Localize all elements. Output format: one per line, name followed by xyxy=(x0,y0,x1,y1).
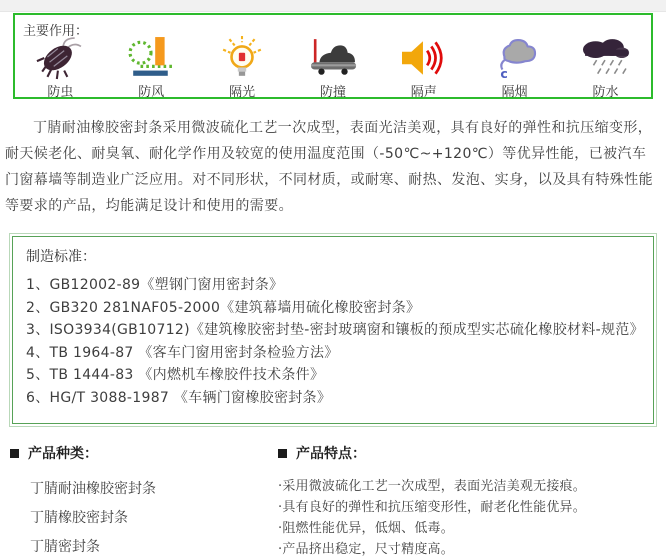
square-bullet-icon xyxy=(278,449,287,458)
svg-text:c: c xyxy=(499,65,508,80)
product-feature-item: ·具有良好的弹性和抗压缩变形性，耐老化性能优异。 xyxy=(278,500,586,515)
product-types-list xyxy=(10,473,278,560)
square-bullet-icon xyxy=(10,449,19,458)
bumper-car-icon xyxy=(290,36,376,80)
product-features-column xyxy=(278,443,666,560)
standards-panel xyxy=(9,233,657,427)
standard-item: 6、HG/T 3088-1987 《车辆门窗橡胶密封条》 xyxy=(26,389,332,406)
product-types-title: 产品种类： xyxy=(28,446,98,462)
functions-title: 主要作用： xyxy=(23,24,89,39)
function-item-anti-collision xyxy=(290,36,376,100)
standard-item: 2、GB320 281NAF05-2000《建筑幕墙用硫化橡胶密封条》 xyxy=(26,299,421,316)
function-item-sound-insulation xyxy=(381,36,467,100)
product-type-item: 丁腈耐油橡胶密封条 xyxy=(30,480,156,497)
function-item-smoke-insulation xyxy=(472,36,558,100)
function-label: 防风 xyxy=(138,85,165,100)
functions-icon-row xyxy=(15,36,651,100)
product-feature-item: ·阻燃性能优异，低烟、低毒。 xyxy=(278,521,454,536)
product-features-list xyxy=(278,476,666,560)
function-label: 防撞 xyxy=(319,85,346,100)
main-functions-panel xyxy=(13,13,653,99)
insect-icon xyxy=(17,36,103,80)
standard-item: 3、ISO3934(GB10712)《建筑橡胶密封垫-密封玻璃窗和镶板的预成型实芯硫化橡胶材料-规范》 xyxy=(26,322,644,338)
function-label: 隔光 xyxy=(229,85,256,100)
function-item-waterproof xyxy=(562,36,648,100)
standard-item: 5、TB 1444-83 《内燃机车橡胶件技术条件》 xyxy=(26,367,325,383)
product-feature-item: ·采用微波硫化工艺一次成型，表面光洁美观无接痕。 xyxy=(278,479,586,494)
product-type-item: 丁腈橡胶密封条 xyxy=(30,509,128,526)
speaker-icon xyxy=(381,36,467,80)
product-feature-item: ·产品挤出稳定，尺寸精度高。 xyxy=(278,542,454,557)
standards-title: 制造标准： xyxy=(26,249,96,265)
page-top-edge xyxy=(0,0,666,12)
product-types-header xyxy=(10,443,278,463)
function-label: 隔烟 xyxy=(501,85,528,100)
intro-paragraph: 丁腈耐油橡胶密封条采用微波硫化工艺一次成型，表面光洁美观，具有良好的弹性和抗压缩变形，耐天候老化、耐臭氧、耐化学作用及较宽的使用温度范围（-50℃~+120℃）等优异性能，已被汽车门窗幕墙等制造业广泛应用。对不同形状，不同材质，或耐寒、耐热、发泡、实身，以及具有特殊性能等要求的产品，均能满足设计和使用的需要。 xyxy=(5,120,653,214)
function-label: 防虫 xyxy=(47,85,74,100)
bulb-icon xyxy=(199,36,285,80)
standard-item: 4、TB 1964-87 《客车门窗用密封条检验方法》 xyxy=(26,344,339,361)
function-item-windproof xyxy=(108,36,194,100)
bottom-section xyxy=(0,443,666,560)
wind-icon xyxy=(108,36,194,80)
standards-panel-inner xyxy=(12,236,654,424)
smoke-icon xyxy=(472,36,558,80)
function-label: 隔声 xyxy=(410,85,437,100)
product-type-item: 丁腈密封条 xyxy=(30,538,100,555)
product-features-title: 产品特点： xyxy=(296,446,366,462)
function-item-anti-insect xyxy=(17,36,103,100)
function-label: 防水 xyxy=(592,85,619,100)
product-types-column xyxy=(10,443,278,560)
standard-item: 1、GB12002-89《塑钢门窗用密封条》 xyxy=(26,277,284,293)
rain-cloud-icon xyxy=(562,36,648,80)
function-item-light-insulation xyxy=(199,36,285,100)
product-features-header xyxy=(278,443,666,463)
